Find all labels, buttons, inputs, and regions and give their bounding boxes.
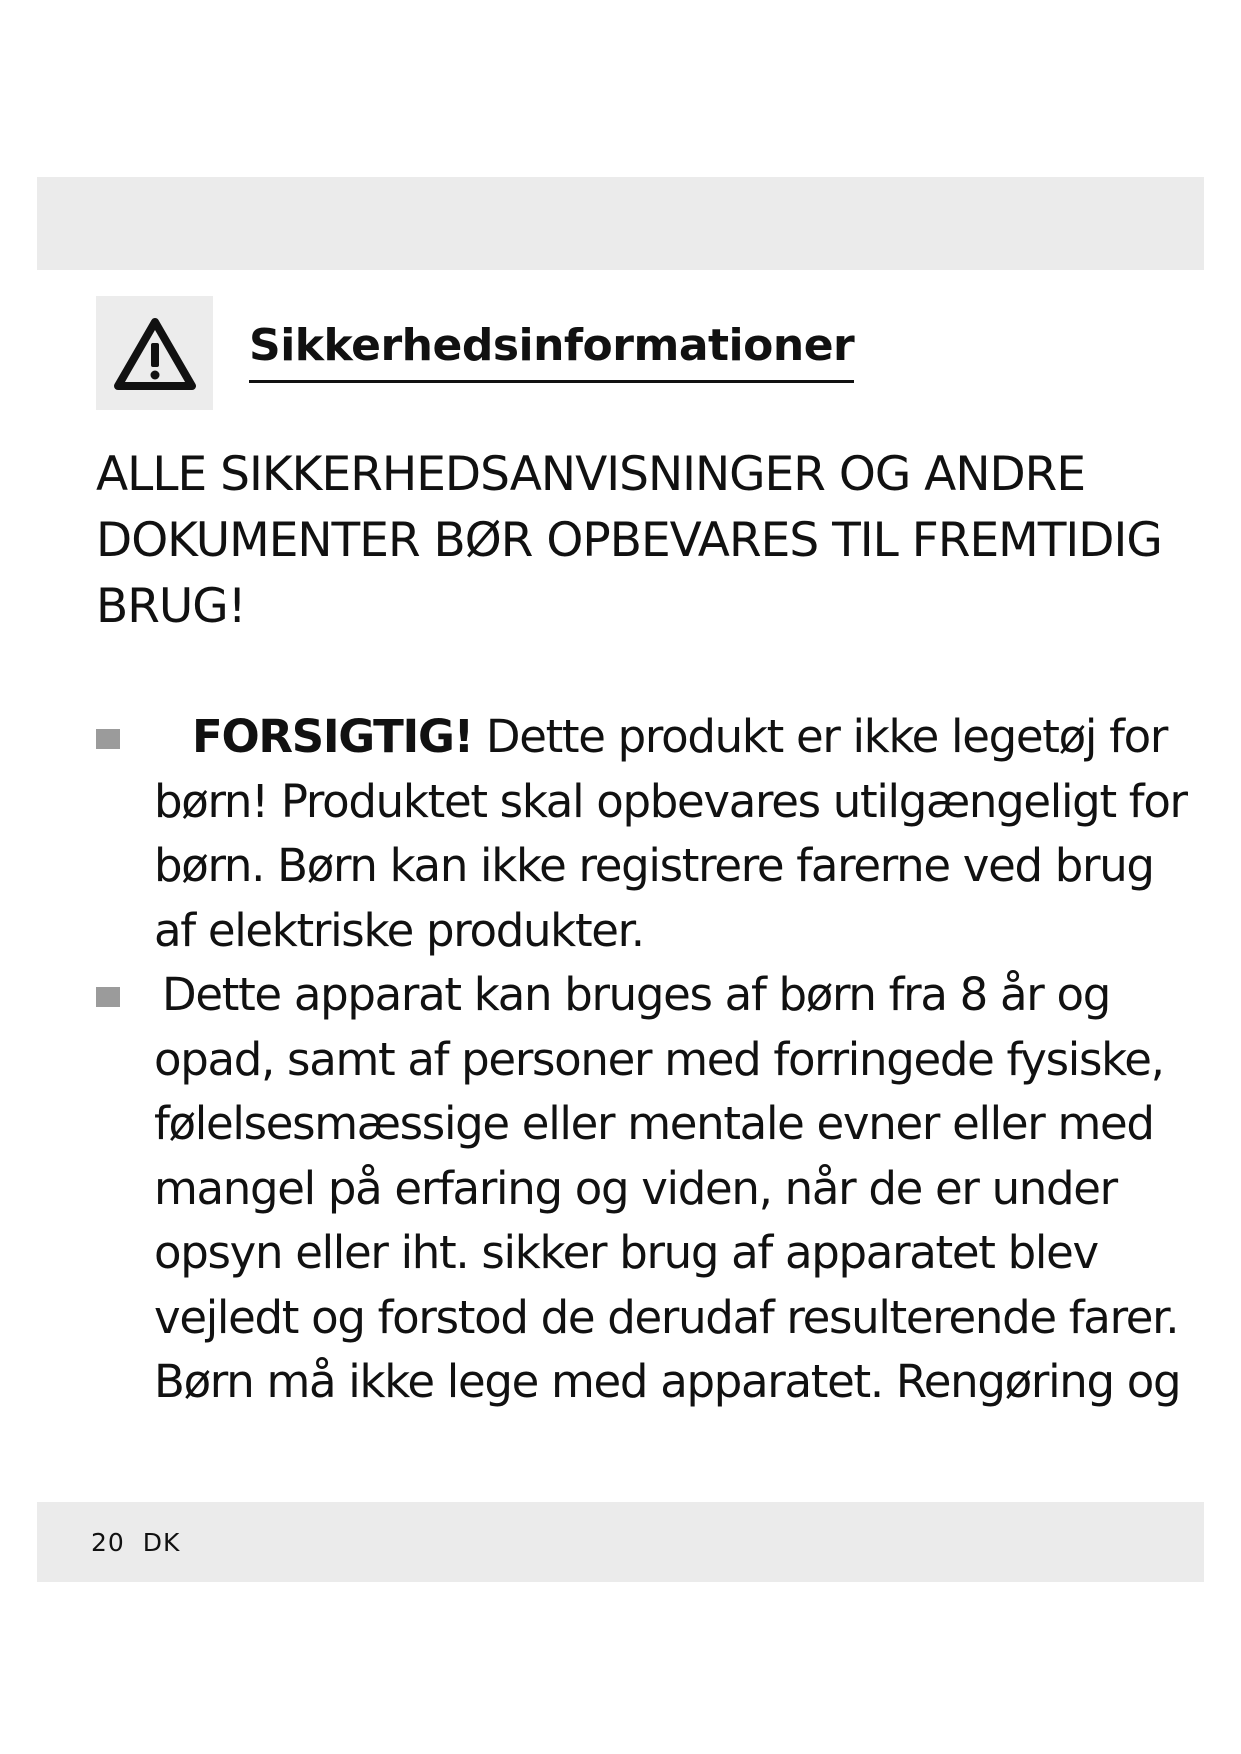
bullet-text: Dette produkt er ikke legetøj for bbox=[472, 710, 1168, 763]
footer-band bbox=[37, 1502, 1204, 1582]
page-footer bbox=[91, 1528, 180, 1557]
bullet-line: børn! Produktet skal opbevares utilgængeligt for bbox=[154, 774, 1187, 828]
bullet-line: mangel på erfaring og viden, når de er under bbox=[154, 1161, 1117, 1215]
section-title: Sikkerhedsinformationer bbox=[249, 318, 854, 383]
bullet-line: følelsesmæssige eller mentale evner eller med bbox=[154, 1097, 1154, 1150]
bullet-first-line: Dette apparat kan bruges af børn fra 8 år og bbox=[162, 968, 1110, 1021]
storage-notice bbox=[96, 442, 1176, 640]
warning-triangle-icon bbox=[112, 316, 198, 392]
bullet-square-icon bbox=[96, 987, 120, 1007]
bullet-line: vejledt og forstod de derudaf resulterende farer. bbox=[154, 1290, 1179, 1344]
notice-line: DOKUMENTER BØR OPBEVARES TIL FREMTIDIG bbox=[96, 513, 1162, 568]
language-code: DK bbox=[142, 1528, 181, 1557]
bullet-first-line bbox=[154, 705, 1176, 770]
bullet-line: Børn må ikke lege med apparatet. Rengøring og bbox=[154, 1355, 1181, 1408]
bullet-line: af elektriske produkter. bbox=[154, 903, 644, 957]
bullet-line: opad, samt af personer med forringede fysiske, bbox=[154, 1032, 1164, 1086]
caution-label: FORSIGTIG! bbox=[192, 710, 473, 763]
safety-bullet-caution bbox=[96, 705, 1187, 963]
bullet-line: opsyn eller iht. sikker brug af apparatet blev bbox=[154, 1226, 1098, 1279]
header-band bbox=[37, 177, 1204, 270]
bullet-square-icon bbox=[96, 729, 120, 749]
bullet-line: børn. Børn kan ikke registrere farerne ved brug bbox=[154, 839, 1154, 892]
safety-bullet-list bbox=[96, 705, 1187, 1415]
notice-line: BRUG! bbox=[96, 579, 246, 634]
warning-box bbox=[96, 296, 213, 410]
notice-line: ALLE SIKKERHEDSANVISNINGER OG ANDRE bbox=[96, 447, 1086, 502]
page-number: 20 bbox=[91, 1528, 125, 1557]
safety-bullet-children-use bbox=[96, 963, 1181, 1415]
